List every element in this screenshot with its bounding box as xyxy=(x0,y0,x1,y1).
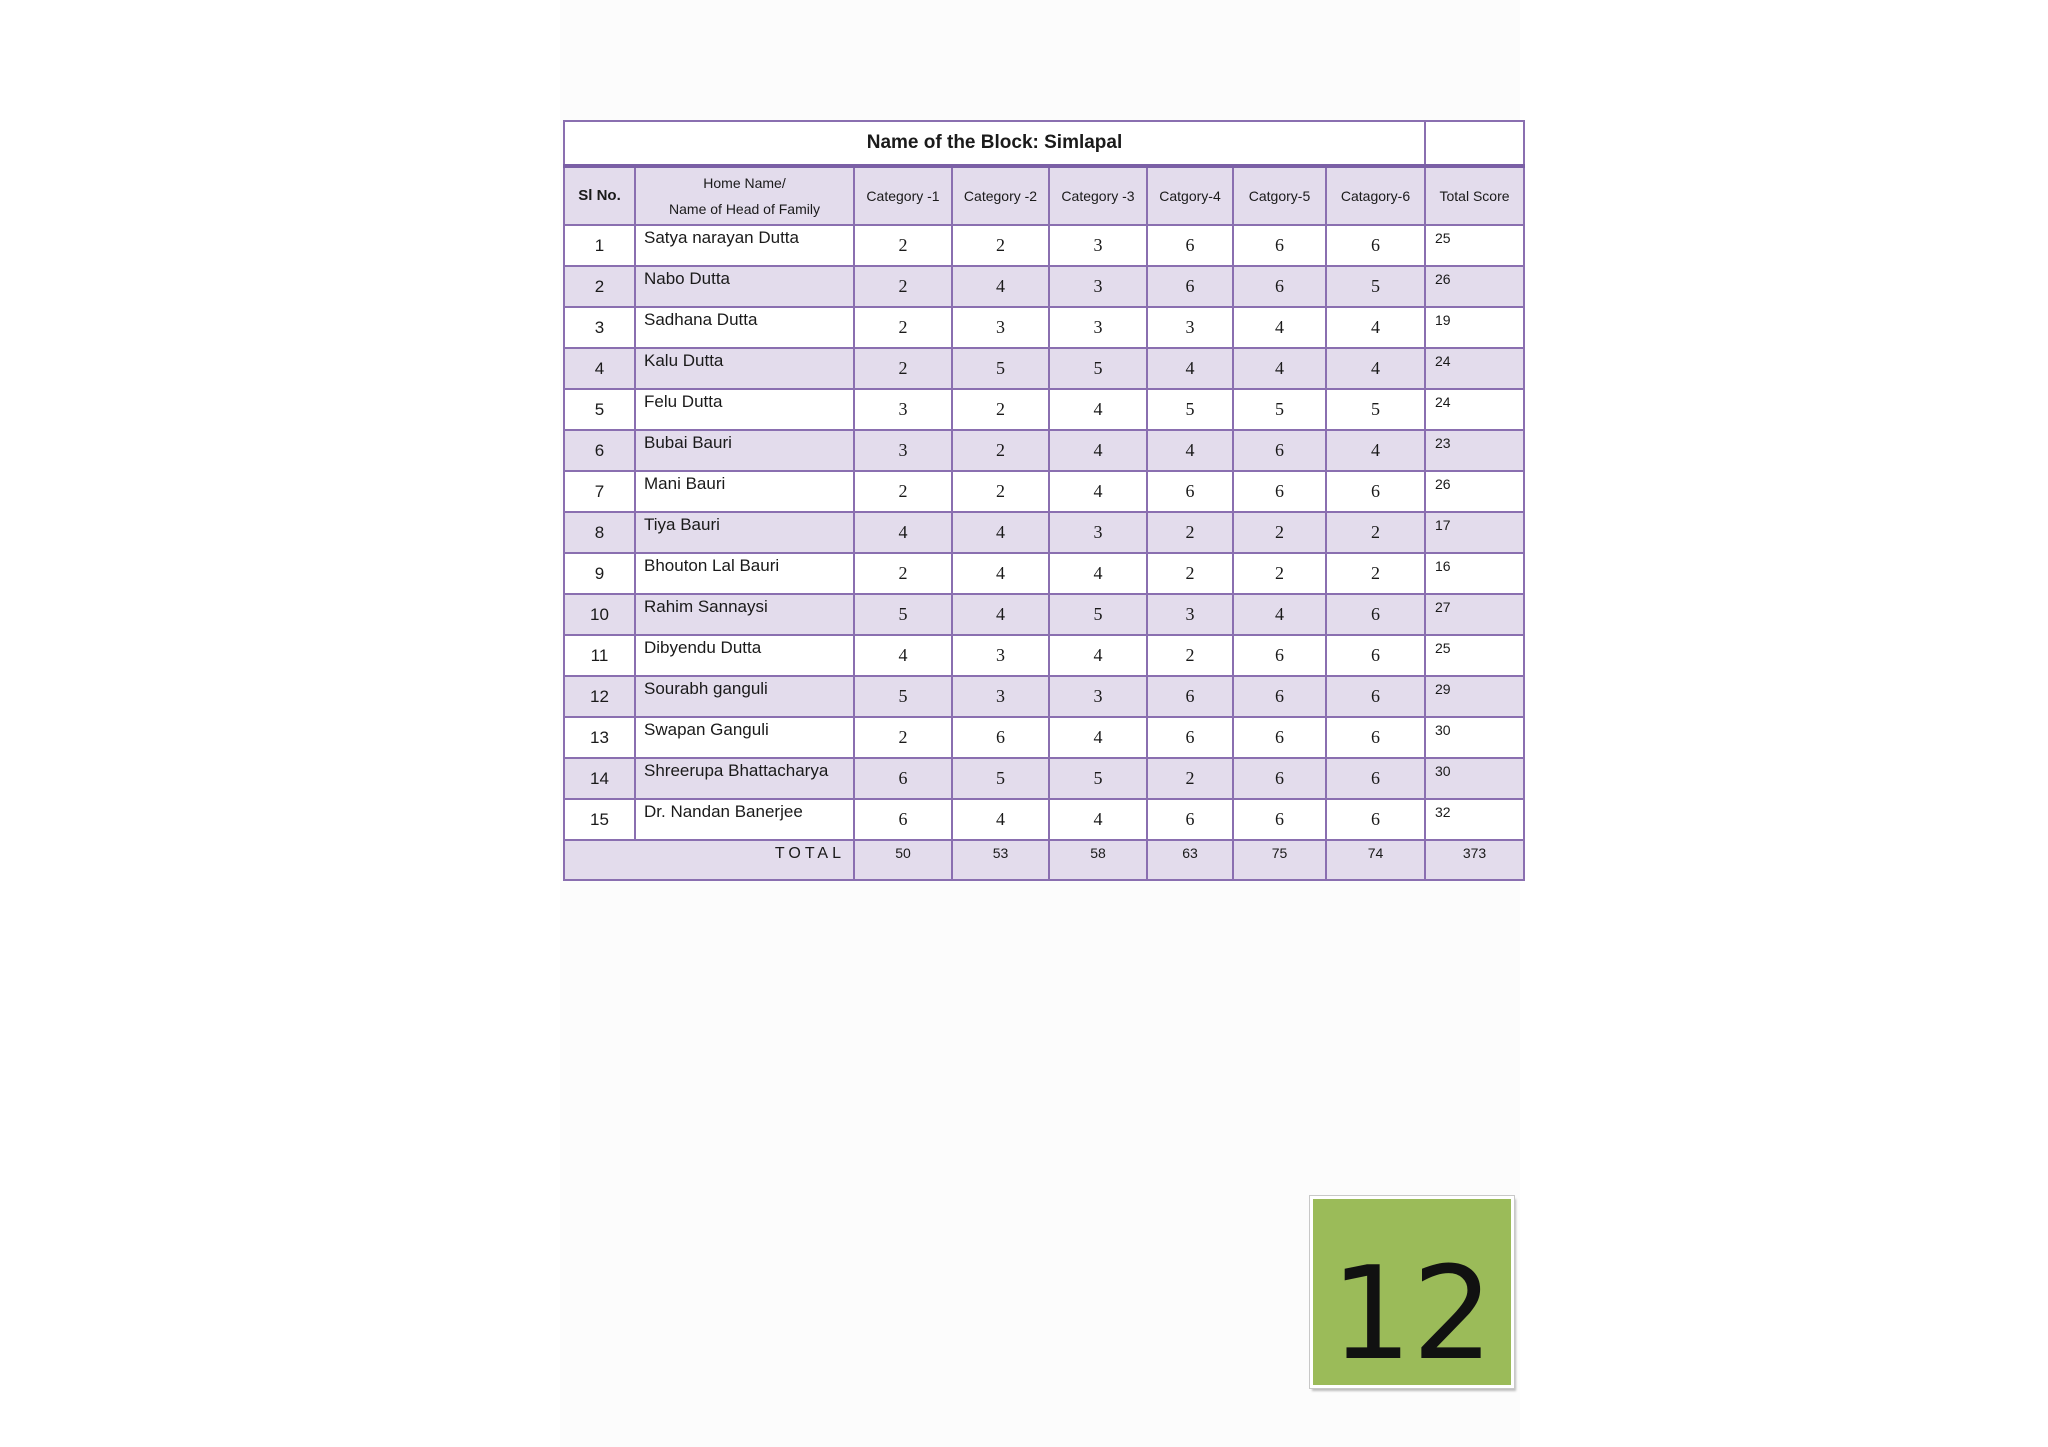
cell-category-6: 6 xyxy=(1326,717,1425,758)
cell-sl-no: 1 xyxy=(564,225,635,266)
cell-family-name: Mani Bauri xyxy=(635,471,854,512)
cell-sl-no: 5 xyxy=(564,389,635,430)
cell-category-4: 3 xyxy=(1147,307,1233,348)
header-category-1: Category -1 xyxy=(854,166,952,225)
cell-family-name: Swapan Ganguli xyxy=(635,717,854,758)
page-number-badge xyxy=(1310,1196,1514,1388)
cell-total-score: 24 xyxy=(1425,348,1524,389)
cell-category-5: 4 xyxy=(1233,594,1326,635)
table-row xyxy=(564,471,1524,512)
cell-category-1: 5 xyxy=(854,676,952,717)
cell-family-name: Shreerupa Bhattacharya xyxy=(635,758,854,799)
cell-category-6: 5 xyxy=(1326,389,1425,430)
title-row xyxy=(564,121,1524,166)
cell-category-5: 2 xyxy=(1233,512,1326,553)
cell-family-name: Satya narayan Dutta xyxy=(635,225,854,266)
cell-category-6: 6 xyxy=(1326,471,1425,512)
cell-category-6: 2 xyxy=(1326,512,1425,553)
cell-total-score: 16 xyxy=(1425,553,1524,594)
cell-category-5: 6 xyxy=(1233,635,1326,676)
table-row xyxy=(564,553,1524,594)
page-number: 12 xyxy=(1330,1240,1494,1389)
cell-category-4: 3 xyxy=(1147,594,1233,635)
cell-sl-no: 4 xyxy=(564,348,635,389)
cell-category-2: 4 xyxy=(952,799,1049,840)
title-blank-cell xyxy=(1425,121,1524,166)
cell-category-3: 3 xyxy=(1049,512,1147,553)
cell-category-6: 6 xyxy=(1326,676,1425,717)
cell-category-5: 2 xyxy=(1233,553,1326,594)
cell-category-5: 6 xyxy=(1233,676,1326,717)
cell-family-name: Tiya Bauri xyxy=(635,512,854,553)
cell-sl-no: 11 xyxy=(564,635,635,676)
table-row xyxy=(564,758,1524,799)
table-row xyxy=(564,594,1524,635)
score-table xyxy=(563,120,1525,881)
table-row xyxy=(564,389,1524,430)
cell-category-1: 2 xyxy=(854,266,952,307)
cell-total-score: 19 xyxy=(1425,307,1524,348)
cell-category-5: 6 xyxy=(1233,717,1326,758)
cell-category-1: 2 xyxy=(854,717,952,758)
cell-category-2: 4 xyxy=(952,594,1049,635)
total-category-4: 63 xyxy=(1147,840,1233,880)
cell-category-5: 6 xyxy=(1233,225,1326,266)
cell-category-1: 2 xyxy=(854,471,952,512)
cell-category-1: 2 xyxy=(854,553,952,594)
cell-total-score: 25 xyxy=(1425,635,1524,676)
cell-category-4: 5 xyxy=(1147,389,1233,430)
cell-sl-no: 15 xyxy=(564,799,635,840)
cell-category-5: 4 xyxy=(1233,348,1326,389)
cell-category-5: 6 xyxy=(1233,266,1326,307)
cell-family-name: Bhouton Lal Bauri xyxy=(635,553,854,594)
header-total-score: Total Score xyxy=(1425,166,1524,225)
cell-category-5: 6 xyxy=(1233,758,1326,799)
cell-category-4: 6 xyxy=(1147,266,1233,307)
cell-category-6: 4 xyxy=(1326,348,1425,389)
cell-sl-no: 14 xyxy=(564,758,635,799)
table-row xyxy=(564,307,1524,348)
cell-category-5: 6 xyxy=(1233,799,1326,840)
cell-category-3: 4 xyxy=(1049,717,1147,758)
total-category-6: 74 xyxy=(1326,840,1425,880)
table-row xyxy=(564,676,1524,717)
cell-family-name: Dr. Nandan Banerjee xyxy=(635,799,854,840)
cell-category-6: 6 xyxy=(1326,799,1425,840)
cell-category-2: 3 xyxy=(952,676,1049,717)
cell-category-4: 2 xyxy=(1147,512,1233,553)
cell-category-1: 2 xyxy=(854,348,952,389)
cell-total-score: 27 xyxy=(1425,594,1524,635)
cell-sl-no: 7 xyxy=(564,471,635,512)
header-row xyxy=(564,166,1524,225)
cell-category-4: 6 xyxy=(1147,225,1233,266)
cell-category-6: 4 xyxy=(1326,430,1425,471)
table-row xyxy=(564,266,1524,307)
cell-total-score: 30 xyxy=(1425,758,1524,799)
cell-category-3: 5 xyxy=(1049,348,1147,389)
cell-sl-no: 13 xyxy=(564,717,635,758)
cell-category-6: 6 xyxy=(1326,594,1425,635)
cell-family-name: Kalu Dutta xyxy=(635,348,854,389)
cell-sl-no: 3 xyxy=(564,307,635,348)
table-row xyxy=(564,430,1524,471)
cell-category-4: 6 xyxy=(1147,799,1233,840)
cell-category-2: 3 xyxy=(952,307,1049,348)
cell-category-3: 3 xyxy=(1049,676,1147,717)
header-name xyxy=(635,166,854,225)
header-name-line1: Home Name/ xyxy=(703,175,786,191)
cell-category-6: 6 xyxy=(1326,635,1425,676)
cell-category-4: 6 xyxy=(1147,676,1233,717)
cell-family-name: Bubai Bauri xyxy=(635,430,854,471)
cell-category-1: 4 xyxy=(854,635,952,676)
total-category-2: 53 xyxy=(952,840,1049,880)
cell-sl-no: 6 xyxy=(564,430,635,471)
cell-total-score: 24 xyxy=(1425,389,1524,430)
cell-category-4: 6 xyxy=(1147,717,1233,758)
cell-category-3: 4 xyxy=(1049,635,1147,676)
cell-category-2: 3 xyxy=(952,635,1049,676)
header-name-line2: Name of Head of Family xyxy=(669,201,820,217)
cell-category-4: 6 xyxy=(1147,471,1233,512)
cell-category-3: 4 xyxy=(1049,799,1147,840)
header-category-4: Catgory-4 xyxy=(1147,166,1233,225)
table-row xyxy=(564,348,1524,389)
header-category-6: Catagory-6 xyxy=(1326,166,1425,225)
cell-category-2: 4 xyxy=(952,553,1049,594)
cell-family-name: Nabo Dutta xyxy=(635,266,854,307)
header-category-3: Category -3 xyxy=(1049,166,1147,225)
cell-category-1: 2 xyxy=(854,307,952,348)
table-row xyxy=(564,799,1524,840)
cell-category-1: 3 xyxy=(854,389,952,430)
cell-category-1: 6 xyxy=(854,799,952,840)
cell-category-4: 4 xyxy=(1147,430,1233,471)
cell-category-3: 4 xyxy=(1049,389,1147,430)
cell-total-score: 25 xyxy=(1425,225,1524,266)
cell-category-1: 4 xyxy=(854,512,952,553)
cell-category-2: 4 xyxy=(952,266,1049,307)
cell-category-2: 6 xyxy=(952,717,1049,758)
total-category-3: 58 xyxy=(1049,840,1147,880)
cell-sl-no: 10 xyxy=(564,594,635,635)
cell-category-1: 6 xyxy=(854,758,952,799)
cell-category-5: 6 xyxy=(1233,471,1326,512)
totals-label: TOTAL xyxy=(564,840,854,880)
cell-category-4: 2 xyxy=(1147,758,1233,799)
cell-total-score: 29 xyxy=(1425,676,1524,717)
cell-category-4: 4 xyxy=(1147,348,1233,389)
totals-section xyxy=(564,840,1524,880)
cell-sl-no: 9 xyxy=(564,553,635,594)
cell-category-1: 2 xyxy=(854,225,952,266)
cell-category-5: 4 xyxy=(1233,307,1326,348)
table-body xyxy=(564,121,1524,225)
cell-category-2: 4 xyxy=(952,512,1049,553)
cell-category-3: 5 xyxy=(1049,758,1147,799)
cell-category-5: 6 xyxy=(1233,430,1326,471)
cell-category-2: 2 xyxy=(952,471,1049,512)
cell-category-6: 5 xyxy=(1326,266,1425,307)
cell-total-score: 32 xyxy=(1425,799,1524,840)
cell-family-name: Sourabh ganguli xyxy=(635,676,854,717)
header-category-5: Catgory-5 xyxy=(1233,166,1326,225)
cell-family-name: Dibyendu Dutta xyxy=(635,635,854,676)
cell-category-2: 2 xyxy=(952,430,1049,471)
grand-total: 373 xyxy=(1425,840,1524,880)
cell-category-3: 4 xyxy=(1049,430,1147,471)
cell-family-name: Felu Dutta xyxy=(635,389,854,430)
cell-total-score: 26 xyxy=(1425,471,1524,512)
cell-sl-no: 12 xyxy=(564,676,635,717)
block-title: Name of the Block: Simlapal xyxy=(564,121,1425,166)
cell-category-2: 5 xyxy=(952,758,1049,799)
cell-category-4: 2 xyxy=(1147,553,1233,594)
cell-family-name: Sadhana Dutta xyxy=(635,307,854,348)
cell-category-6: 2 xyxy=(1326,553,1425,594)
cell-category-3: 5 xyxy=(1049,594,1147,635)
cell-family-name: Rahim Sannaysi xyxy=(635,594,854,635)
cell-category-6: 6 xyxy=(1326,758,1425,799)
cell-sl-no: 2 xyxy=(564,266,635,307)
total-category-1: 50 xyxy=(854,840,952,880)
table-row xyxy=(564,717,1524,758)
total-category-5: 75 xyxy=(1233,840,1326,880)
cell-sl-no: 8 xyxy=(564,512,635,553)
cell-category-2: 5 xyxy=(952,348,1049,389)
cell-total-score: 30 xyxy=(1425,717,1524,758)
table-row xyxy=(564,512,1524,553)
header-sl-no: Sl No. xyxy=(564,166,635,225)
cell-category-3: 3 xyxy=(1049,266,1147,307)
totals-row xyxy=(564,840,1524,880)
header-category-2: Category -2 xyxy=(952,166,1049,225)
cell-total-score: 26 xyxy=(1425,266,1524,307)
cell-category-2: 2 xyxy=(952,225,1049,266)
data-rows xyxy=(564,225,1524,840)
table-row xyxy=(564,635,1524,676)
cell-category-1: 3 xyxy=(854,430,952,471)
cell-total-score: 23 xyxy=(1425,430,1524,471)
cell-category-3: 3 xyxy=(1049,307,1147,348)
cell-total-score: 17 xyxy=(1425,512,1524,553)
cell-category-1: 5 xyxy=(854,594,952,635)
table-row xyxy=(564,225,1524,266)
cell-category-6: 4 xyxy=(1326,307,1425,348)
cell-category-3: 4 xyxy=(1049,553,1147,594)
cell-category-2: 2 xyxy=(952,389,1049,430)
cell-category-3: 3 xyxy=(1049,225,1147,266)
cell-category-3: 4 xyxy=(1049,471,1147,512)
cell-category-6: 6 xyxy=(1326,225,1425,266)
cell-category-4: 2 xyxy=(1147,635,1233,676)
cell-category-5: 5 xyxy=(1233,389,1326,430)
